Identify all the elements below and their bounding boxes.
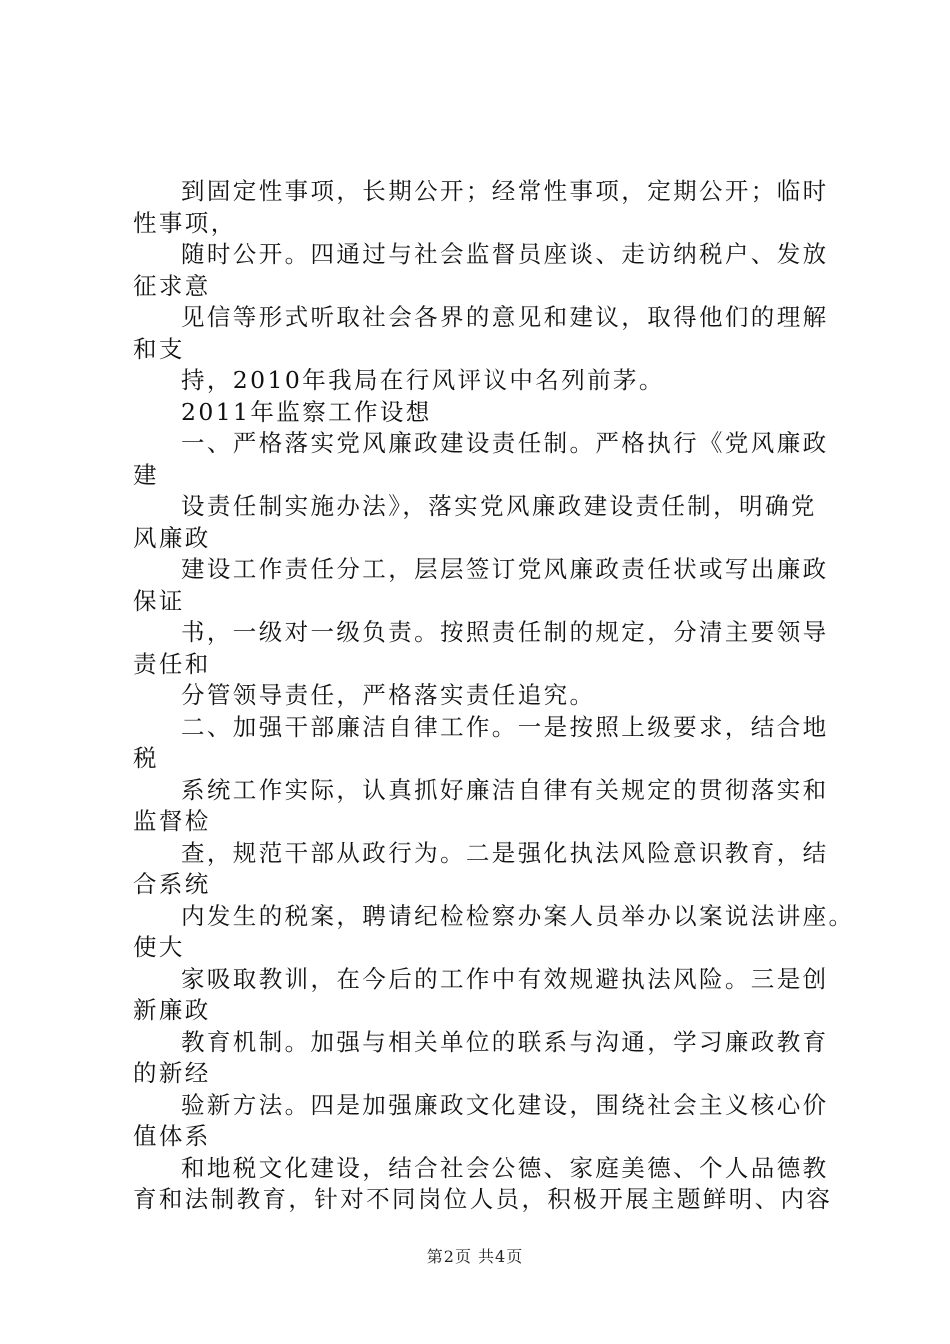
text-line: 到固定性事项，长期公开；经常性事项，定期公开；临时 (181, 177, 829, 205)
text-line: 教育机制。加强与相关单位的联系与沟通，学习廉政教育 (181, 1027, 829, 1056)
text-line: 监督检 (133, 807, 211, 835)
text-line: 性事项， (133, 208, 237, 237)
text-line: 验新方法。四是加强廉政文化建设，围绕社会主义核心价 (181, 1090, 829, 1119)
text-line: 系统工作实际，认真抓好廉洁自律有关规定的贯彻落实和 (181, 775, 829, 804)
page-footer: 第2页 共4页 (426, 1247, 524, 1266)
text-line: 二、加强干部廉洁自律工作。一是按照上级要求，结合地 (181, 712, 829, 741)
text-line: 的新经 (133, 1059, 211, 1087)
text-line: 一、严格落实党风廉政建设责任制。严格执行《党风廉政 (181, 429, 829, 457)
text-line: 持，2010年我局在行风评议中名列前茅。 (181, 366, 665, 394)
text-line: 育和法制教育，针对不同岗位人员，积极开展主题鲜明、内容 (133, 1185, 833, 1213)
text-line: 责任和 (133, 649, 211, 678)
text-line: 建 (133, 460, 159, 489)
text-line: 合系统 (133, 870, 211, 898)
text-line: 值体系 (133, 1122, 211, 1150)
text-line: 征求意 (133, 271, 211, 300)
text-line: 使大 (133, 933, 185, 961)
text-line: 查，规范干部从政行为。二是强化执法风险意识教育，结 (181, 838, 829, 867)
document-body (133, 176, 853, 1216)
text-line: 新廉政 (133, 996, 211, 1024)
text-line: 和地税文化建设，结合社会公德、家庭美德、个人品德教 (181, 1153, 829, 1182)
text-line: 书，一级对一级负责。按照责任制的规定，分清主要领导 (181, 618, 829, 646)
text-line: 2011年监察工作设想 (181, 397, 432, 426)
text-line: 见信等形式听取社会各界的意见和建议，取得他们的理解 (181, 303, 829, 331)
text-line: 保证 (133, 586, 185, 615)
text-line: 分管领导责任，严格落实责任追究。 (181, 681, 596, 709)
text-line: 风廉政 (133, 523, 211, 552)
text-line: 税 (133, 744, 159, 772)
text-line: 家吸取教训，在今后的工作中有效规避执法风险。三是创 (181, 964, 829, 993)
text-line: 随时公开。四通过与社会监督员座谈、走访纳税户、发放 (181, 240, 829, 268)
text-line: 和支 (133, 334, 185, 363)
text-line: 设责任制实施办法》，落实党风廉政建设责任制，明确党 (181, 492, 817, 520)
text-line: 建设工作责任分工，层层签订党风廉政责任状或写出廉政 (181, 555, 829, 583)
text-line: 内发生的税案，聘请纪检检察办案人员举办以案说法讲座。 (181, 901, 855, 930)
